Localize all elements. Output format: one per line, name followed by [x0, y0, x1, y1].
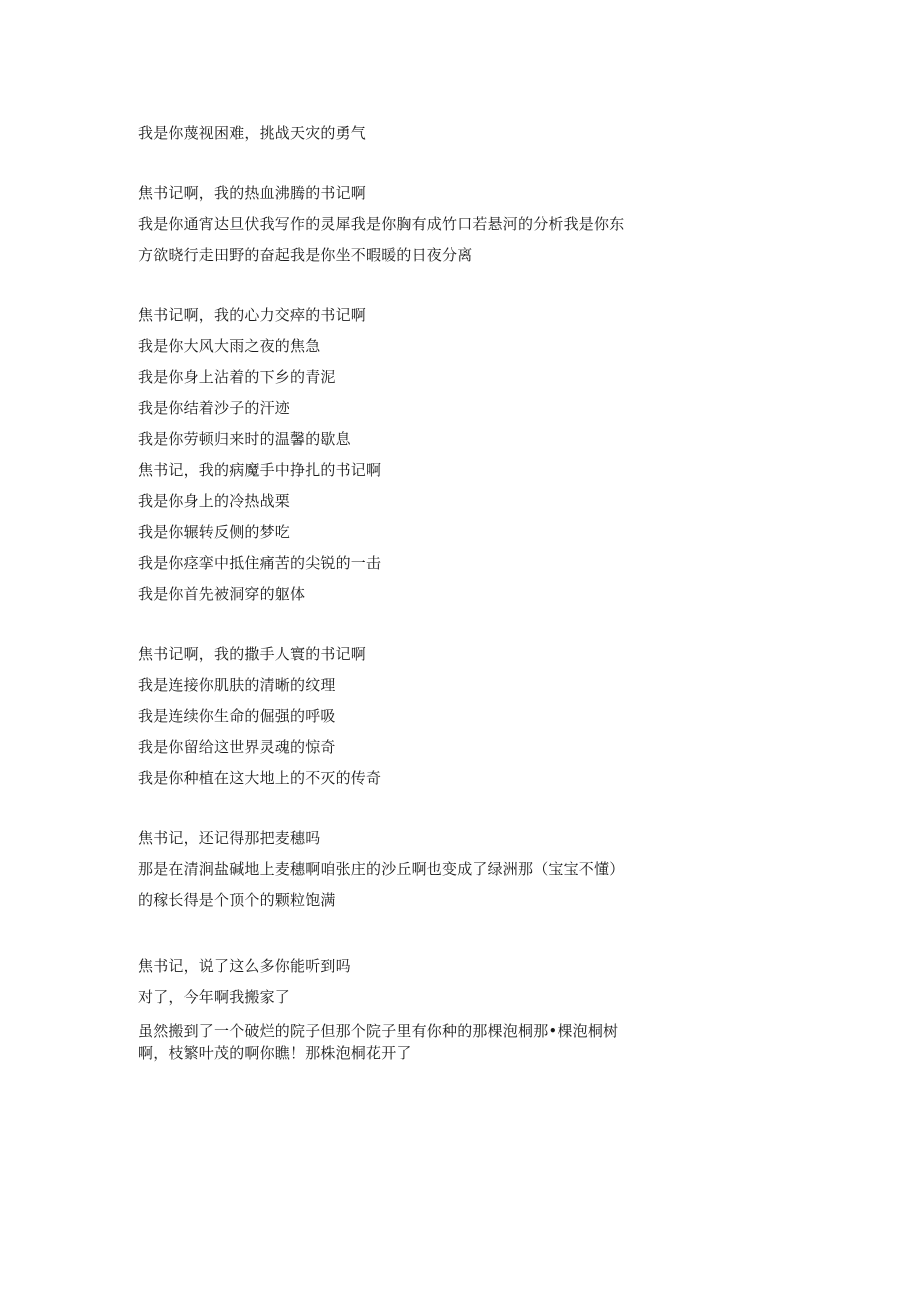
text-line: 我是你留给这世界灵魂的惊奇 [138, 738, 336, 756]
text-line: 那是在清涧盐碱地上麦穗啊咱张庄的沙丘啊也变成了绿洲那（宝宝不懂） [138, 860, 625, 878]
text-line: 焦书记，还记得那把麦穗吗 [138, 829, 321, 847]
text-line: 我是你通宵达旦伏我写作的灵犀我是你胸有成竹口若悬河的分析我是你东 [138, 215, 625, 233]
text-line: 的稼长得是个顶个的颗粒饱满 [138, 891, 336, 909]
text-line: 方欲晓行走田野的奋起我是你坐不暇暖的日夜分离 [138, 246, 473, 264]
text-line: 我是你痉挛中抵住痛苦的尖锐的一击 [138, 554, 382, 572]
text-line: 我是你身上沾着的下乡的青泥 [138, 368, 336, 386]
text-line: 我是你种植在这大地上的不灭的传奇 [138, 769, 382, 787]
text-line: 焦书记啊，我的心力交瘁的书记啊 [138, 306, 367, 324]
text-line: 我是你蔑视困难，挑战天灾的勇气 [138, 124, 367, 142]
text-line: 对了，今年啊我搬家了 [138, 988, 291, 1006]
text-line: 焦书记，我的病魔手中挣扎的书记啊 [138, 461, 382, 479]
text-line: 我是你身上的冷热战栗 [138, 492, 291, 510]
text-line: 我是你结着沙子的汗迹 [138, 399, 291, 417]
text-line: 焦书记，说了这么多你能听到吗 [138, 957, 351, 975]
text-line: 我是连续你生命的倔强的呼吸 [138, 707, 336, 725]
text-line: 啊，枝繁叶茂的啊你瞧！那株泡桐花开了 [138, 1044, 412, 1062]
text-line: 我是你大风大雨之夜的焦急 [138, 337, 321, 355]
text-line: 焦书记啊，我的热血沸腾的书记啊 [138, 184, 367, 202]
text-line: 焦书记啊，我的撒手人寰的书记啊 [138, 645, 367, 663]
text-line: 我是连接你肌肤的清晰的纹理 [138, 676, 336, 694]
text-line: 我是你劳顿归来时的温馨的歇息 [138, 430, 351, 448]
text-line: 我是你首先被洞穿的躯体 [138, 585, 306, 603]
text-line: 我是你辗转反侧的梦吃 [138, 523, 291, 541]
text-line: 虽然搬到了一个破烂的院子但那个院子里有你种的那棵泡桐那•棵泡桐树 [138, 1022, 619, 1040]
